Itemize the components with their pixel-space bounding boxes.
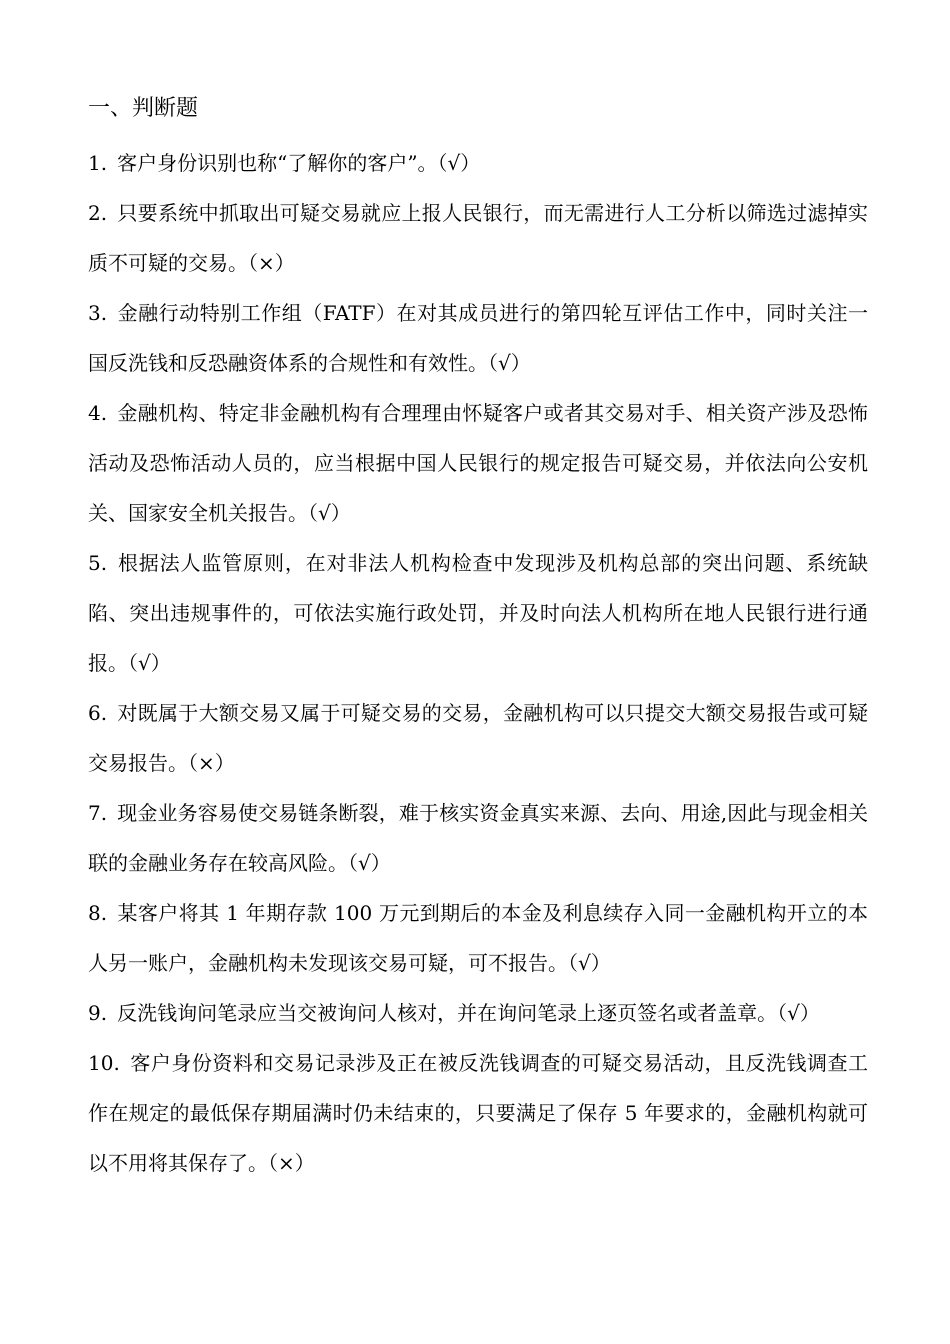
question-item: [88, 288, 868, 388]
question-text: 客户身份识别也称“了解你的客户”。（√）: [117, 151, 481, 175]
question-number: 4.: [88, 401, 108, 425]
question-text: 对既属于大额交易又属于可疑交易的交易，金融机构可以只提交大额交易报告或可疑交易报告。（×）: [88, 701, 868, 775]
question-item: [88, 138, 868, 188]
question-number: 6.: [88, 701, 108, 725]
question-text: 反洗钱询问笔录应当交被询问人核对，并在询问笔录上逐页签名或者盖章。（√）: [117, 1001, 820, 1025]
document-body: [88, 88, 868, 1188]
question-item: [88, 988, 868, 1038]
question-text: 金融机构、特定非金融机构有合理理由怀疑客户或者其交易对手、相关资产涉及恐怖活动及恐怖活动人员的，应当根据中国人民银行的规定报告可疑交易，并依法向公安机关、国家安全机关报告。（√）: [88, 401, 868, 525]
question-item: [88, 888, 868, 988]
question-number: 2.: [88, 201, 108, 225]
question-item: [88, 688, 868, 788]
question-number: 1.: [88, 151, 108, 175]
question-number: 7.: [88, 801, 108, 825]
question-item: [88, 188, 868, 288]
question-item: [88, 388, 868, 538]
question-text: 金融行动特别工作组（FATF）在对其成员进行的第四轮互评估工作中，同时关注一国反洗钱和反恐融资体系的合规性和有效性。（√）: [88, 301, 868, 375]
question-item: [88, 1038, 868, 1188]
question-text: 现金业务容易使交易链条断裂，难于核实资金真实来源、去向、用途,因此与现金相关联的金融业务存在较高风险。（√）: [88, 801, 868, 875]
question-number: 8.: [88, 901, 108, 925]
question-number: 10.: [88, 1051, 120, 1075]
section-title: 一、判断题: [88, 96, 199, 121]
question-item: [88, 538, 868, 688]
question-number: 3.: [88, 301, 108, 325]
question-number: 5.: [88, 551, 108, 575]
question-text: 某客户将其 1 年期存款 100 万元到期后的本金及利息续存入同一金融机构开立的本人另一账户，金融机构未发现该交易可疑，可不报告。（√）: [88, 901, 868, 975]
question-item: [88, 788, 868, 888]
question-text: 只要系统中抓取出可疑交易就应上报人民银行，而无需进行人工分析以筛选过滤掉实质不可疑的交易。（×）: [88, 201, 868, 275]
question-text: 客户身份资料和交易记录涉及正在被反洗钱调查的可疑交易活动，且反洗钱调查工作在规定的最低保存期届满时仍未结束的，只要满足了保存 5 年要求的，金融机构就可以不用将其保存了。（×）: [88, 1051, 868, 1175]
question-number: 9.: [88, 1001, 108, 1025]
question-text: 根据法人监管原则，在对非法人机构检查中发现涉及机构总部的突出问题、系统缺陷、突出违规事件的，可依法实施行政处罚，并及时向法人机构所在地人民银行进行通报。（√）: [88, 551, 868, 675]
